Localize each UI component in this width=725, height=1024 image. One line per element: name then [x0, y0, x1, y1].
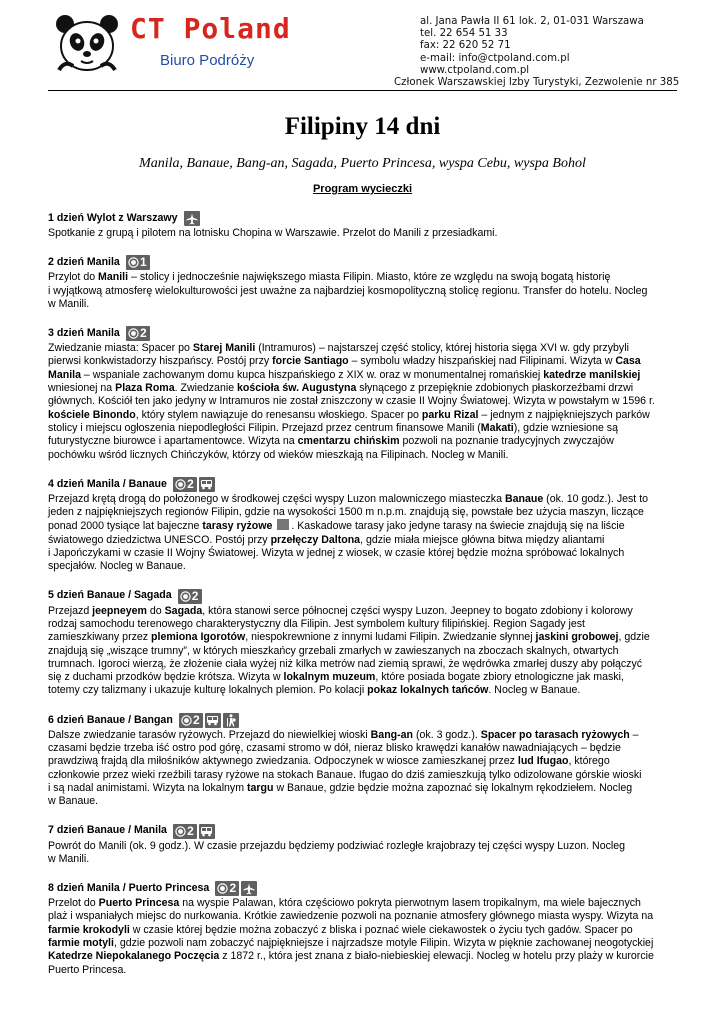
contact-block — [394, 16, 680, 89]
day-description: Przejazd krętą drogą do położonego w środkowej części wyspy Luzon malowniczego miasteczka Banaue (ok. 10 godz.). Jest to jeden z najpiękniejszych regionów Filipin, gdzie na wysokości 1500 m n.p.m. znajdują się, powstałe bez użycia maszyn, liczące ponad 2000 tysiące lat bajeczne tarasy ryżowe . Kaskadowe tarasy jako jedyne tarasy na świecie znajdują się na liście światowego dziedzictwa UNESCO. Postój przy przełęczy Daltona, gdzie miała miejsce główna bitwa między aliantami i Japończykami w czasie II Wojny Światowej. Wizyta w jednej z wiosek, w czasie której będzie można spróbować lokalnych specjałów. Nocleg w Banaue. — [48, 492, 649, 573]
day-icons — [184, 211, 200, 226]
day-section — [48, 588, 680, 698]
bus-icon — [199, 477, 215, 492]
day-heading — [48, 476, 680, 493]
meal-2-icon — [126, 326, 150, 341]
fax-line: fax: 22 620 52 71 — [420, 40, 511, 52]
meal-count: 2 — [192, 712, 200, 727]
website-line[interactable]: www.ctpoland.com.pl — [420, 64, 530, 76]
hiking-icon — [223, 713, 239, 728]
day-description: Zwiedzanie miasta: Spacer po Starej Manili (Intramuros) – najstarszej część stolicy, której historia sięga XVI w. gdy przybyli pierwsi konkwistadorzy hiszpańscy. Postój przy forcie Santiago – symbolu władzy hiszpańskiej nad Filipinami. Wizyta w Casa Manila – wspaniale zachowanym domu kupca hiszpańskiego z XIX w. oraz w monumentalnej romańskiej katedrze manilskiej wniesionej na Plaza Roma. Zwiedzanie kościoła św. Augustyna słynącego z przepięknie zdobionych płaskorzeźbami drzwi głównych. Kościół ten jako jedyny w Intramuros nie został zniszczony w czasie II Wojny Światowej. Wizyta w powstałym w 1596 r. kościele Binondo, który stylem nawiązuje do renesansu włoskiego. Spacer po parku Rizal – jednym z najpiękniejszych parków stolicy i miejscu ogłoszenia niepodległości Filipin. Przejazd przez centrum finansowe Manili (Makati), gdzie wzniesione są futurystyczne biurowce i apartamentowce. Wizyta na cmentarzu chińskim pozwoli na poznanie tradycyjnych zwyczajów pochówku wśród licznych Chińczyków, którzy od wieków mieszkają na Filipinach. Nocleg w Manili. — [48, 342, 655, 461]
header-divider — [48, 90, 677, 91]
plane-icon — [241, 881, 257, 896]
day-description: Dalsze zwiedzanie tarasów ryżowych. Przejazd do niewielkiej wioski Bang-an (ok. 3 godz.). Spacer po tarasach ryżowych – czasami będzie trzeba iść ostro pod górę, czasami stromo w dół, nieraz blisko krawędzi kanałów nawadniających – będzie prawdziwą frajdą dla miłośników aktywnego zwiedzania. Odpoczynek w wiosce zamieszkanej przez lud Ifugao, którego członkowie przez wieki rzeźbili tarasy ryżowe na stokach Banaue. Ifugao do dziś zamieszkują tylko odizolowane górskie wioski i są nadal animistami. Wizyta na lokalnym targu w Banaue, gdzie będzie można zapoznać się lokalnym rękodziełem. Nocleg w Banaue. — [48, 728, 642, 808]
day-heading-text: 6 dzień Banaue / Bangan — [48, 713, 173, 726]
itinerary — [48, 210, 680, 991]
day-heading — [48, 210, 680, 227]
program-heading: Program wycieczki — [312, 183, 413, 195]
day-heading-text: 2 dzień Manila — [48, 256, 120, 269]
day-heading — [48, 712, 680, 729]
day-description: Przelot do Puerto Princesa na wyspie Palawan, która częściowo pokryta pierwotnym lasem tropikalnym, ma wiele bajecznych plaż i wspaniałych miejsc do nurkowania. Krótkie zawiedzenie pozwoli na poznanie atmosfery głównego miasta wyspy. Wizyta na farmie krokodyli w czasie której będzie można zobaczyć z bliska i poznać wiele ciekawostek o życiu tych gadów. Spacer po farmie motyli, gdzie pozwoli nam zobaczyć najpiękniejsze i najrzadsze motyle Filipin. Wizyta w pięknie zachowanej neogotyckiej Katedrze Niepokalanego Poczęcia z 1872 r., która jest znana z biało-niebieskiej elewacji. Nocleg w hotelu przy plaży w kurorcie Puerto Princesa. — [48, 897, 654, 976]
day-section — [48, 476, 680, 574]
email-line[interactable]: e-mail: info@ctpoland.com.pl — [420, 52, 570, 64]
address-line: al. Jana Pawła II 61 lok. 2, 01-031 Warszawa — [420, 16, 644, 27]
day-heading-text: 8 dzień Manila / Puerto Princesa — [48, 881, 210, 894]
meal-1-icon — [126, 255, 150, 270]
day-section — [48, 325, 680, 462]
meal-count: 2 — [139, 326, 147, 341]
day-icons — [126, 326, 150, 341]
day-icons — [126, 255, 150, 270]
day-heading-text: 4 dzień Manila / Banaue — [48, 477, 167, 490]
meal-2-icon — [173, 477, 197, 492]
day-heading — [48, 325, 680, 342]
letterhead — [0, 0, 725, 95]
meal-count: 2 — [229, 881, 237, 896]
day-heading-text: 1 dzień Wylot z Warszawy — [48, 211, 178, 224]
meal-2-icon — [215, 881, 239, 896]
page-subtitle: Manila, Banaue, Bang-an, Sagada, Puerto Princesa, wyspa Cebu, wyspa Bohol — [139, 156, 586, 171]
day-heading — [48, 254, 680, 271]
day-icons — [215, 881, 257, 896]
day-heading — [48, 880, 680, 897]
day-section — [48, 210, 680, 240]
day-icons — [173, 477, 215, 492]
day-section — [48, 880, 680, 977]
day-description: Przejazd jeepneyem do Sagada, która stanowi serce północnej części wyspy Luzon. Jeepney to bogato zdobiony i kolorowy rodzaj samochodu terenowego charakterystyczny dla Filipin. Jest symbolem kultury filipińskiej. Region Sagady jest zamieszkiwany przez plemiona Igorotów, niespokrewnione z innymi ludami Filipin. Zwiedzanie słynnej jaskini grobowej, gdzie znajdują się „wiszące trumny”, w których mieszkańcy grzebali zmarłych w zawieszanych na zboczach skalnych, otwartych trumnach. Igoroci wierzą, że złożenie ciała wyżej niż kilka metrów nad ziemią sprawi, że wędrówka zmarłej duszy aby połączyć się z duchami przodków będzie krótsza. Wizyta w lokalnym muzeum, które posiada bogate zbiory etnologiczne jak maski, totemy czy talizmany i ukazuje kulturę lokalnych plemion. Po kolacji pokaz lokalnych tańców. Nocleg w Banaue. — [48, 604, 650, 697]
day-icons — [178, 589, 202, 604]
day-section — [48, 254, 680, 311]
day-heading-text: 5 dzień Banaue / Sagada — [48, 589, 172, 602]
meal-count: 2 — [187, 823, 194, 838]
day-description: Powrót do Manili (ok. 9 godz.). W czasie przejazdu będziemy podziwiać rozległe krajobrazy tej części wyspy Luzon. Nocleg w Manili. — [48, 839, 626, 865]
day-icons — [173, 824, 215, 839]
company-logo — [55, 14, 315, 76]
day-section — [48, 712, 680, 809]
panda-icon — [55, 14, 119, 74]
brand-tagline: Biuro Podróży — [160, 52, 255, 69]
membership-line: Członek Warszawskiej Izby Turystyki, Zezwolenie nr 385 — [394, 77, 680, 89]
meal-count: 2 — [191, 588, 199, 603]
day-icons — [179, 713, 239, 728]
meal-2-icon — [178, 589, 202, 604]
day-heading — [48, 588, 680, 605]
brand-name: CT Poland — [130, 12, 291, 45]
day-section — [48, 823, 680, 867]
day-heading-text: 7 dzień Banaue / Manila — [48, 824, 167, 837]
day-heading — [48, 823, 680, 840]
meal-count: 1 — [139, 255, 147, 270]
day-description: Spotkanie z grupą i pilotem na lotnisku Chopina w Warszawie. Przelot do Manili z przesiadkami. — [48, 227, 498, 239]
bus-icon — [199, 824, 215, 839]
meal-2-icon — [179, 713, 203, 728]
plane-icon — [184, 211, 200, 226]
meal-2-icon — [173, 824, 197, 839]
bus-icon — [205, 713, 221, 728]
day-heading-text: 3 dzień Manila — [48, 327, 120, 340]
phone-line: tel. 22 654 51 33 — [420, 28, 508, 40]
meal-count: 2 — [187, 476, 194, 491]
day-description: Przylot do Manili – stolicy i jednocześnie największego miasta Filipin. Miasto, które ze względu na swoją bogatą historię i wyjątkową atmosferę wielokulturowości jest uważne za najbardziej kosmopolityczną stolicę regionu. Transfer do hotelu. Nocleg w Manili. — [48, 271, 648, 310]
page-title: Filipiny 14 dni — [284, 113, 441, 140]
